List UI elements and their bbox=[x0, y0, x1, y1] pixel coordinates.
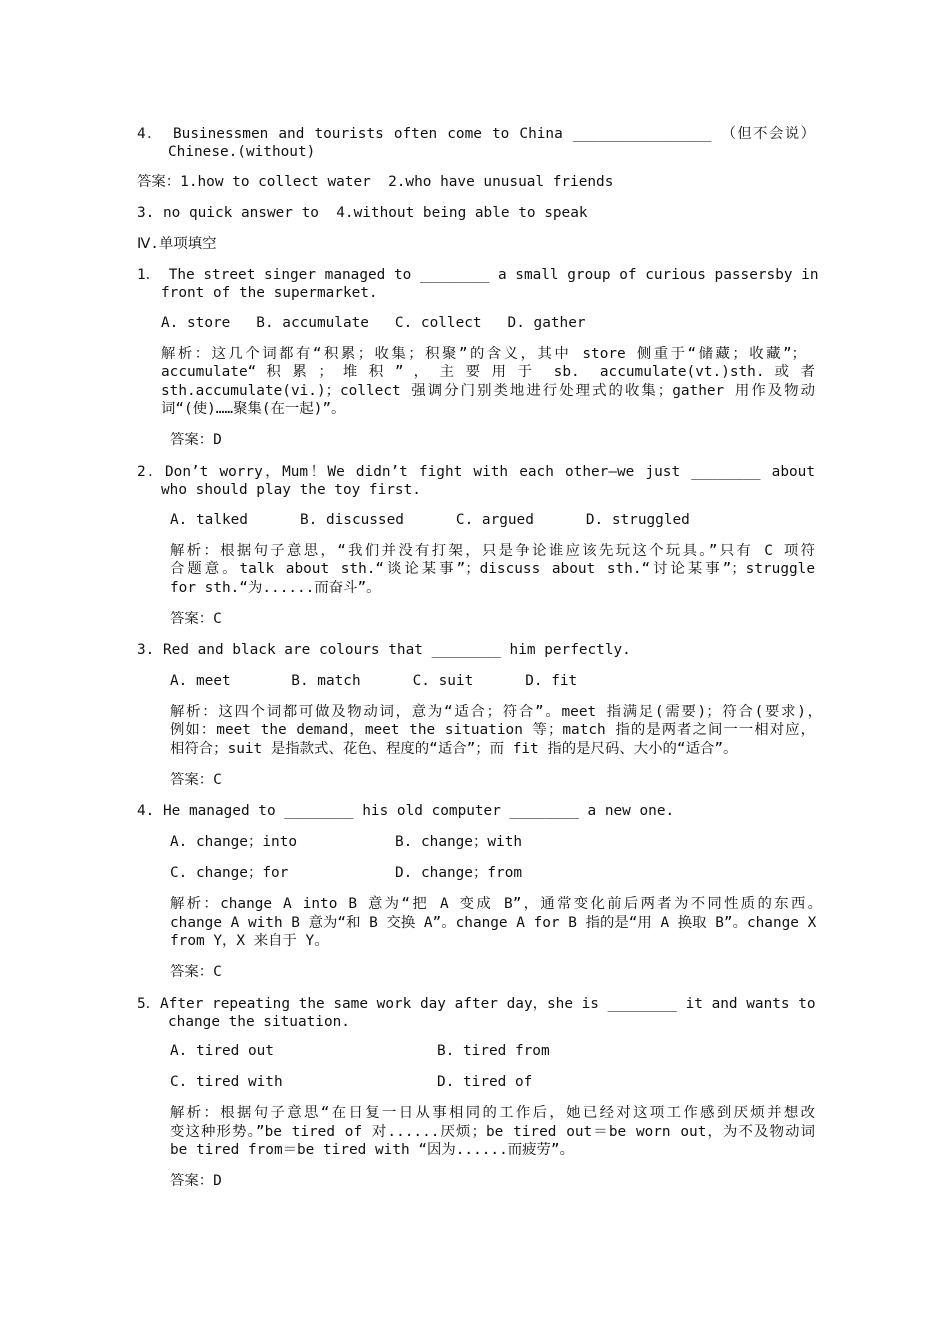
q4-explanation-line-2: change A with B 意为“和 B 交换 A”。change A for B 指的是“用 A 换取 B”。change X bbox=[170, 915, 817, 931]
q1-explanation-line-2: accumulate“ 积 累 ； 堆 积 ” ， 主 要 用 于 sb. accumulate(vt.)sth. 或 者 bbox=[161, 364, 816, 380]
q4-answer: 答案：C bbox=[170, 964, 222, 980]
q5-explanation-line-1: 解析：根据句子意思“在日复一日从事相同的工作后，她已经对这项工作感到厌烦并想改 bbox=[170, 1105, 815, 1121]
q1-stem-line-1: 1． The street singer managed to ________ a small group of curious passersby in bbox=[137, 267, 819, 283]
q1-stem-line-2: front of the supermarket. bbox=[161, 285, 378, 301]
q5-explanation-line-2: 变这种形势。”be tired of 对......厌烦；be tired out＝be worn out，为不及物动词 bbox=[170, 1124, 815, 1140]
q3-answer: 答案：C bbox=[170, 772, 222, 788]
q5-explanation-line-3: be tired from＝be tired with “因为......而疲劳”。 bbox=[170, 1142, 574, 1158]
q4-stem: 4. He managed to ________ his old computer ________ a new one. bbox=[137, 803, 675, 819]
q5-answer: 答案：D bbox=[170, 1173, 222, 1189]
answer-line-2: 3. no quick answer to 4.without being able to speak bbox=[137, 205, 588, 221]
q4-option-b: B. change；with bbox=[395, 834, 523, 850]
section-heading: Ⅳ.单项填空 bbox=[137, 236, 217, 252]
q3-explanation-line-2: 例如：meet the demand，meet the situation 等；match 指的是两者之间一一相对应， bbox=[170, 722, 815, 738]
q5-stem-line-2: change the situation. bbox=[168, 1014, 350, 1030]
answer-line-1: 答案：1.how to collect water 2.who have unusual friends bbox=[137, 174, 614, 190]
q3-stem: 3. Red and black are colours that ________ him perfectly. bbox=[137, 642, 631, 658]
q3-explanation-line-3: 相符合；suit 是指款式、花色、程度的“适合”；而 fit 指的是尺码、大小的“适合”。 bbox=[170, 741, 738, 757]
q2-stem-line-2: who should play the toy first. bbox=[161, 482, 421, 498]
q3-options: A. meet B. match C. suit D. fit bbox=[170, 673, 578, 689]
q4-explanation-line-1: 解析：change A into B 意为“把 A 变成 B”，通常变化前后两者为不同性质的东西。 bbox=[170, 896, 822, 912]
q4-option-c: C. change；for bbox=[170, 865, 289, 881]
q5-option-d: D. tired of bbox=[437, 1074, 533, 1090]
question-4-line-1: 4． Businessmen and tourists often come to China ________________ （但不会说） bbox=[137, 126, 815, 142]
q5-stem-line-1: 5．After repeating the same work day after day，she is ________ it and wants to bbox=[137, 996, 816, 1012]
q2-stem-line-1: 2．Don’t worry，Mum！We didn’t fight with each other—we just ________ about bbox=[137, 464, 815, 480]
q1-options: A. store B. accumulate C. collect D. gather bbox=[161, 315, 586, 331]
q2-explanation-line-1: 解析：根据句子意思，“我们并没有打架，只是争论谁应该先玩这个玩具。”只有 C 项符 bbox=[170, 543, 815, 559]
question-4-line-2: Chinese.(without) bbox=[168, 144, 316, 160]
q1-answer: 答案：D bbox=[170, 432, 222, 448]
q2-answer: 答案：C bbox=[170, 611, 222, 627]
q1-explanation-line-3: sth.accumulate(vi.)；collect 强调分门别类地进行处理式的收集；gather 用作及物动 bbox=[161, 383, 815, 399]
q5-option-b: B. tired from bbox=[437, 1043, 550, 1059]
q4-option-a: A. change；into bbox=[170, 834, 298, 850]
q5-option-a: A. tired out bbox=[170, 1043, 274, 1059]
q2-explanation-line-2: 合题意。talk about sth.“谈论某事”；discuss about sth.“讨论某事”；struggle bbox=[170, 561, 815, 577]
q2-options: A. talked B. discussed C. argued D. struggled bbox=[170, 512, 690, 528]
q2-explanation-line-3: for sth.“为......而奋斗”。 bbox=[170, 580, 381, 596]
q1-explanation-line-4: 词“(使)……聚集(在一起)”。 bbox=[161, 401, 346, 417]
q5-option-c: C. tired with bbox=[170, 1074, 283, 1090]
q1-explanation-line-1: 解析：这几个词都有“积累；收集；积聚”的含义，其中 store 侧重于“储藏；收藏”； bbox=[161, 346, 806, 362]
q3-explanation-line-1: 解析：这四个词都可做及物动词，意为“适合；符合”。meet 指满足(需要)；符合(要求)， bbox=[170, 704, 822, 720]
q4-option-d: D. change；from bbox=[395, 865, 523, 881]
q4-explanation-line-3: from Y，X 来自于 Y。 bbox=[170, 933, 329, 949]
